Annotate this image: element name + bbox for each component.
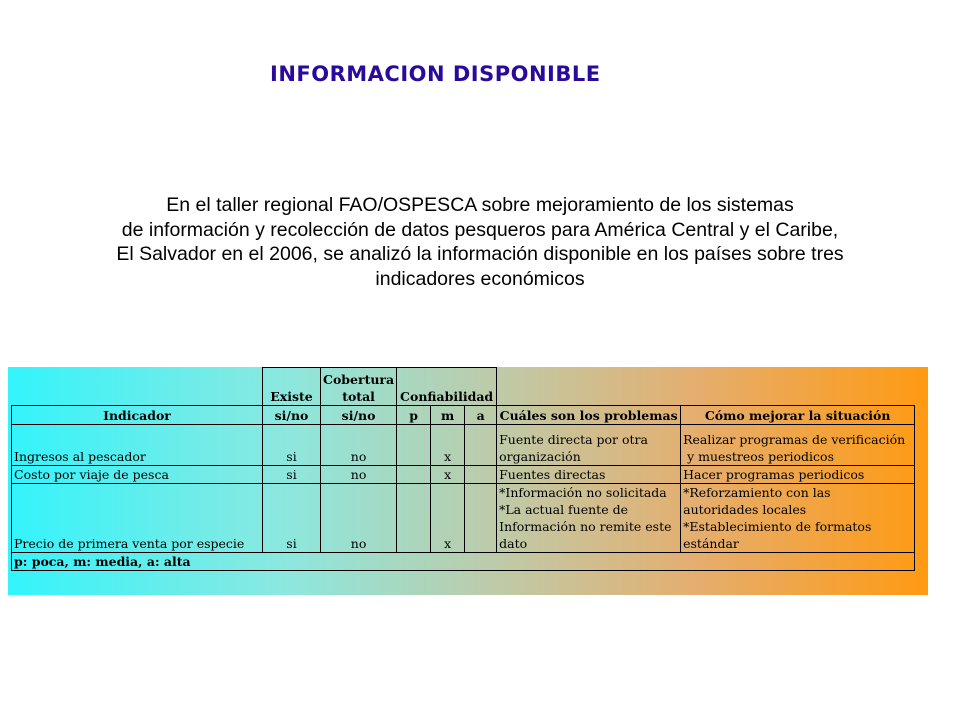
- table-row: [12, 431, 915, 466]
- cell-mejorar: Hacer programas periodicos: [681, 465, 915, 483]
- cell-problemas: Fuentes directas: [497, 465, 681, 483]
- table-legend: p: poca, m: media, a: alta: [12, 552, 915, 570]
- table-row: [12, 483, 915, 552]
- cell-mejorar: Realizar programas de verificación y muestreos periodicos: [681, 431, 915, 466]
- indicators-table: [11, 367, 915, 571]
- col-header-indicador: Indicador: [12, 406, 263, 425]
- intro-line: En el taller regional FAO/OSPESCA sobre mejoramiento de los sistemas: [166, 194, 794, 216]
- cell-p: [397, 431, 431, 466]
- intro-line: de información y recolección de datos pesqueros para América Central y el Caribe,: [121, 218, 839, 241]
- intro-paragraph: [10, 193, 950, 291]
- col-header-existe-sub: si/no: [263, 406, 321, 425]
- col-header-cobertura-sub: si/no: [321, 406, 397, 425]
- intro-line: El Salvador en el 2006, se analizó la información disponible en los países sobre tres: [116, 243, 844, 265]
- col-header-existe: Existe: [263, 368, 321, 406]
- table-row: [12, 465, 915, 483]
- cell-p: [397, 483, 431, 552]
- cell-a: [465, 483, 497, 552]
- col-header-p: p: [397, 406, 431, 425]
- col-header-confiabilidad: Confiabilidad: [397, 368, 497, 406]
- col-header-a: a: [465, 406, 497, 425]
- cell-cobertura: no: [321, 431, 397, 466]
- col-header-m: m: [431, 406, 465, 425]
- page-title: INFORMACION DISPONIBLE: [270, 62, 601, 86]
- indicators-table-panel: [8, 367, 928, 595]
- intro-line: indicadores económicos: [375, 267, 585, 290]
- cell-problemas: *Información no solicitada *La actual fuente de Información no remite este dato: [497, 483, 681, 552]
- cell-cobertura: no: [321, 465, 397, 483]
- cell-mejorar: *Reforzamiento con las autoridades locales *Establecimiento de formatos estándar: [681, 483, 915, 552]
- cell-indicador: Ingresos al pescador: [12, 431, 263, 466]
- cell-existe: si: [263, 431, 321, 466]
- cell-m: x: [431, 483, 465, 552]
- cell-a: [465, 431, 497, 466]
- cell-existe: si: [263, 483, 321, 552]
- cell-indicador: Precio de primera venta por especie: [12, 483, 263, 552]
- cell-problemas: Fuente directa por otra organización: [497, 431, 681, 466]
- cell-a: [465, 465, 497, 483]
- cell-p: [397, 465, 431, 483]
- cell-m: x: [431, 431, 465, 466]
- cell-existe: si: [263, 465, 321, 483]
- col-header-cobertura: Cobertura total: [321, 368, 397, 406]
- col-header-mejorar: Cómo mejorar la situación: [681, 406, 915, 425]
- cell-m: x: [431, 465, 465, 483]
- col-header-problemas: Cuáles son los problemas: [497, 406, 681, 425]
- cell-cobertura: no: [321, 483, 397, 552]
- cell-indicador: Costo por viaje de pesca: [12, 465, 263, 483]
